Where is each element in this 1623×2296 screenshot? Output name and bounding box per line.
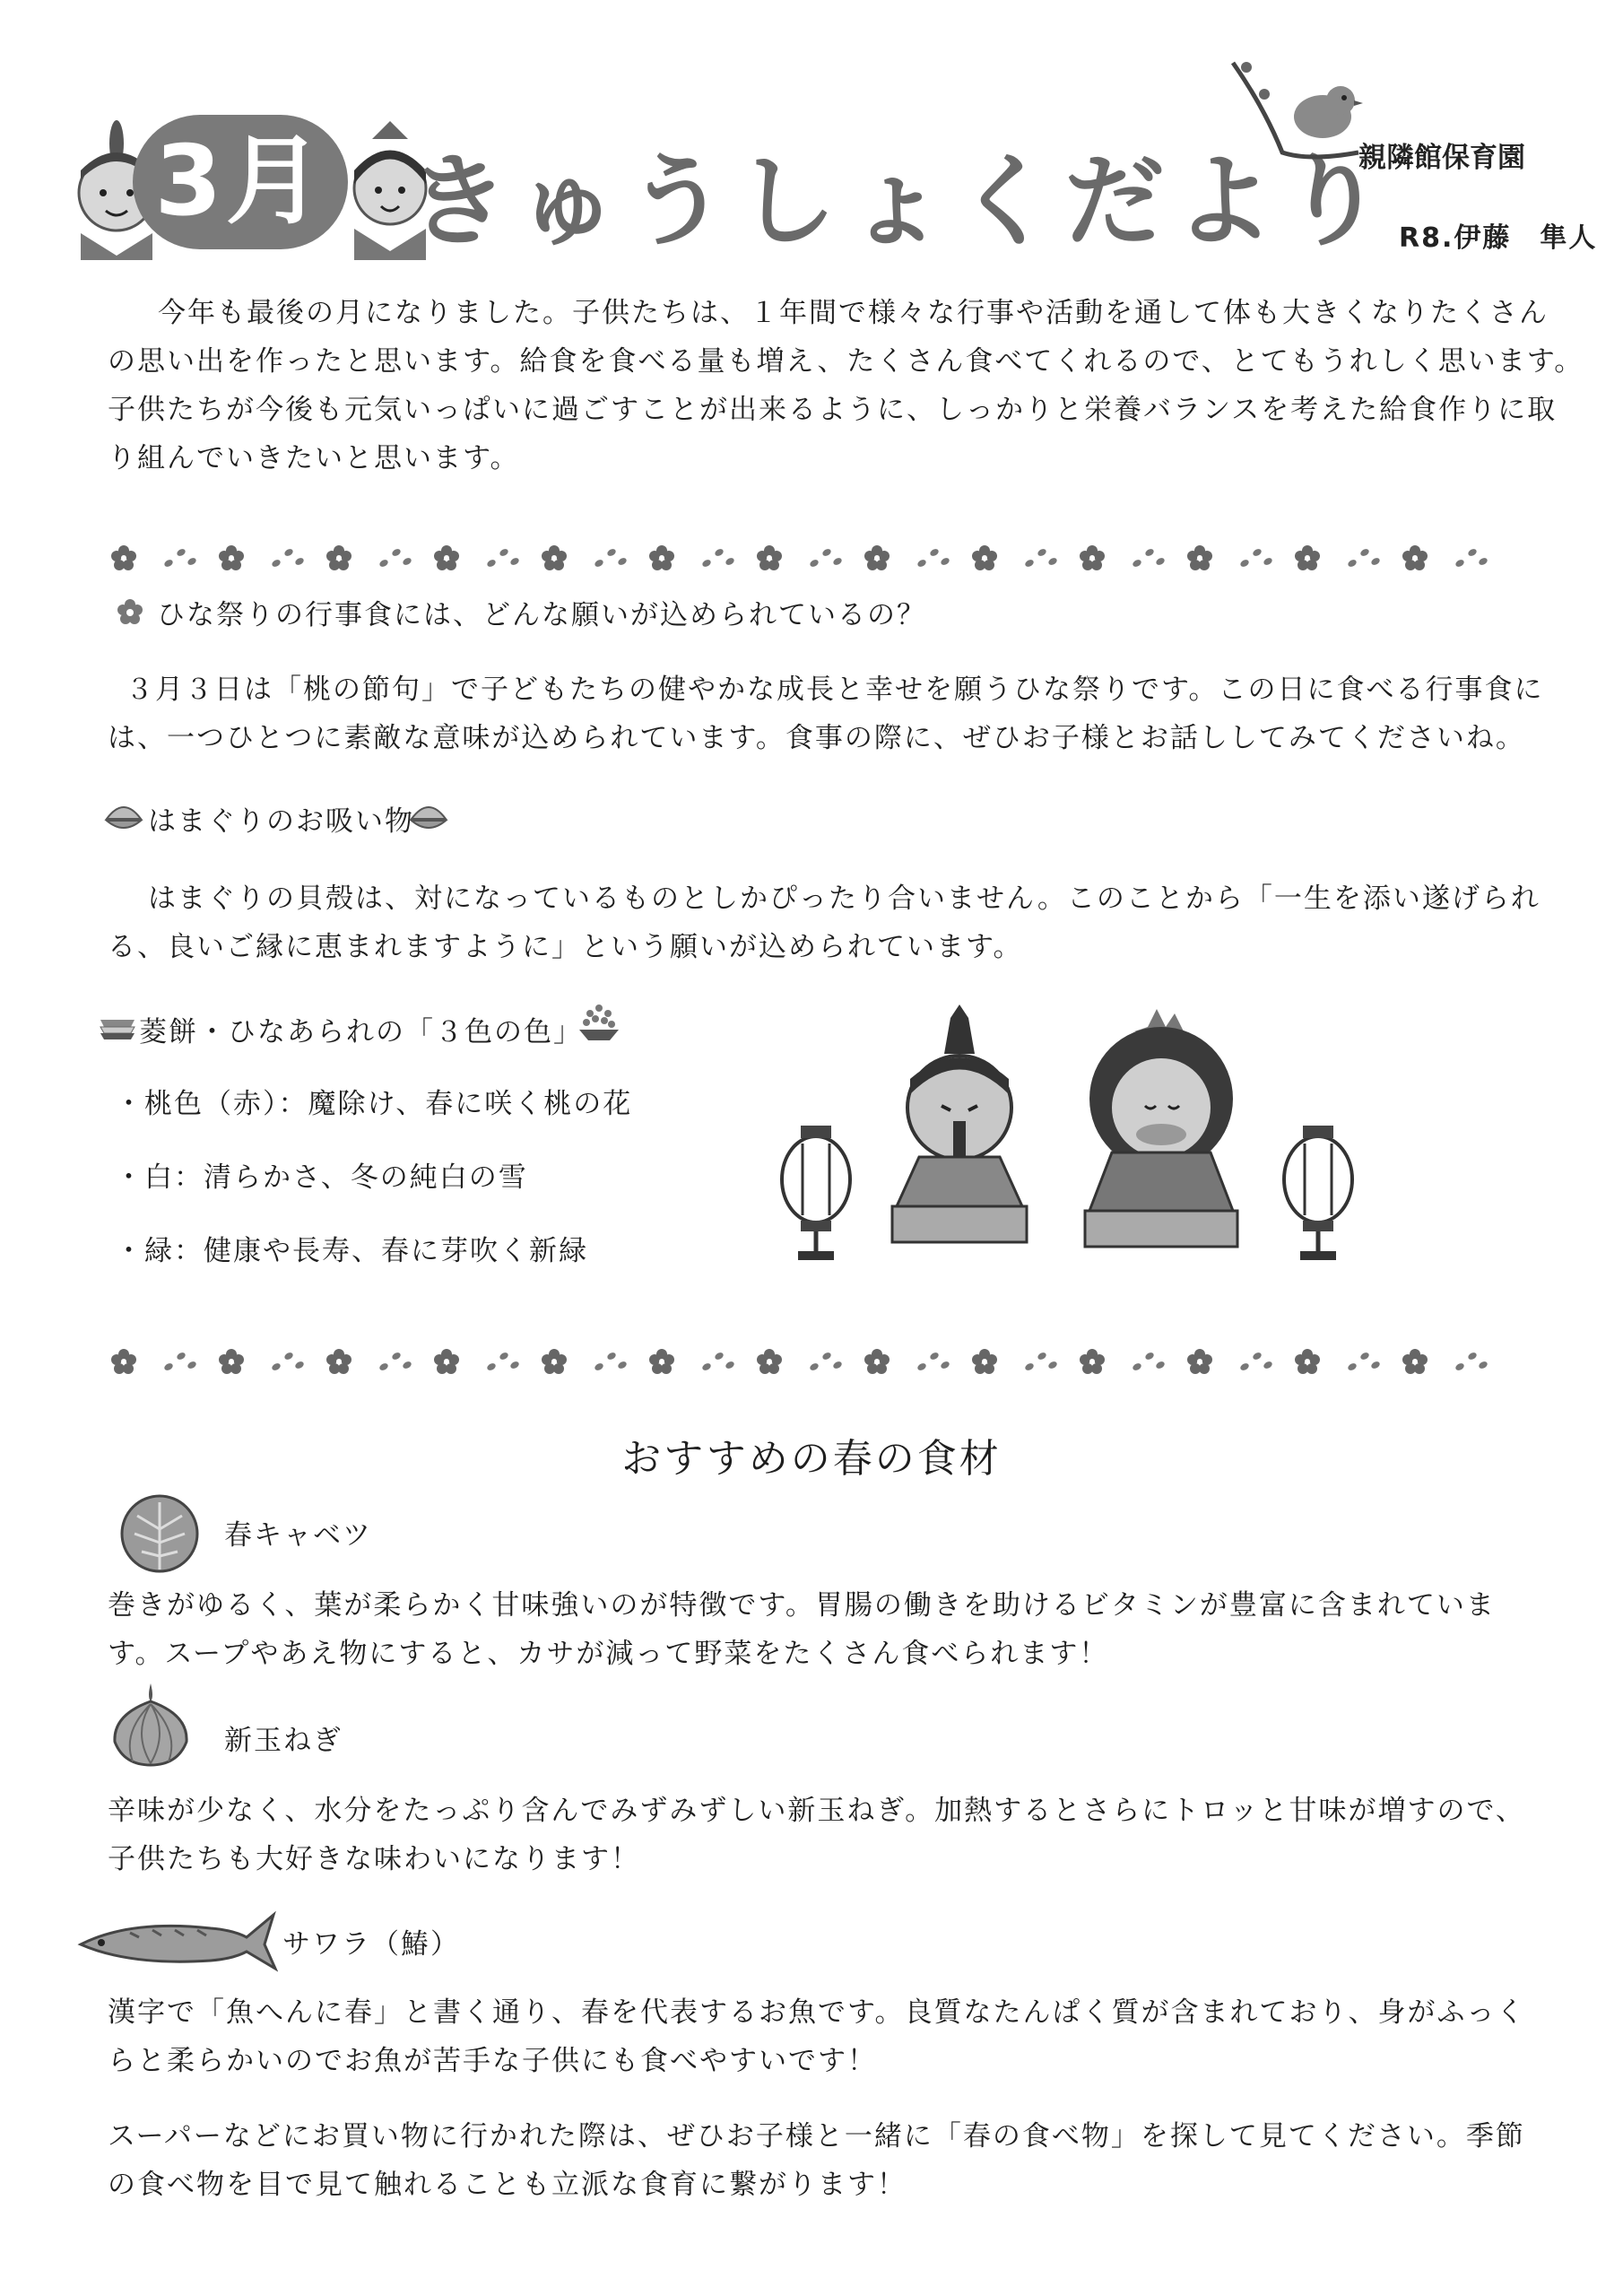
lantern-illustration (1284, 1126, 1352, 1260)
intro-paragraph (108, 289, 1584, 483)
divider-petal-icon (1454, 1361, 1465, 1371)
onion-paragraph (108, 1787, 1525, 1883)
hinamatsuri-line: ３月３日は「桃の節句」で子どもたちの健やかな成長と幸せを願うひな祭りです。この日に食べる行事食に (126, 674, 1544, 706)
sawara-line: らと柔らかいのでお魚が苦手な子供にも食べやすいです！ (108, 2045, 877, 2077)
divider-petal-icon (1370, 556, 1381, 566)
hinamatsuri-paragraph (108, 665, 1544, 762)
divider-petal-icon (725, 1360, 735, 1370)
divider-petal-icon (294, 556, 305, 566)
divider-flower-icon (542, 1349, 567, 1374)
divider-petal-icon (283, 547, 294, 557)
odairisama-doll (892, 1004, 1027, 1242)
lantern-illustration (782, 1126, 850, 1260)
divider-flower-icon (649, 545, 674, 570)
clam-icon (408, 794, 449, 835)
divider-petal-icon (176, 547, 187, 557)
divider-petal-icon (1239, 1361, 1250, 1371)
fish-icon (76, 1910, 278, 1973)
divider-petal-icon (1467, 547, 1478, 557)
divider-petal-icon (1037, 1351, 1047, 1361)
divider-petal-icon (1252, 1351, 1263, 1361)
newsletter-title: きゅうしょくだより (408, 144, 1393, 260)
divider-petal-icon (391, 547, 402, 557)
clam-paragraph (108, 874, 1541, 971)
divider-petal-icon (499, 547, 509, 557)
divider-petal-icon (1467, 1351, 1478, 1361)
divider-petal-icon (1359, 547, 1370, 557)
divider-petal-icon (1047, 556, 1058, 566)
hinamatsuri-question: ひな祭りの行事食には、どんな願いが込められているの？ (157, 599, 926, 631)
sawara-line: 漢字で「魚へんに春」と書く通り、春を代表するお魚です。良質なたんぱく質が含まれており、身がふっく (108, 1996, 1526, 2029)
intro-line: り組んでいきたいと思います。 (108, 442, 520, 474)
divider-petal-icon (1155, 1360, 1166, 1370)
clam-soup-title: はまぐりのお吸い物 (148, 805, 414, 838)
divider-flower-icon (111, 545, 136, 570)
hishimochi-title: 菱餅・ひなあられの「３色の色」 (139, 1016, 583, 1048)
divider-flower-icon (326, 545, 352, 570)
closing-paragraph (108, 2112, 1525, 2209)
divider-petal-icon (163, 558, 174, 568)
flower-icon (117, 598, 143, 625)
divider-petal-icon (187, 556, 197, 566)
clam-line: はまぐりの貝殻は、対になっているものとしかぴったり合いません。このことから「一生を添い遂げられ (148, 883, 1541, 915)
hina-arare-icon (574, 997, 624, 1048)
divider-flower-icon (434, 545, 459, 570)
divider-petal-icon (1454, 558, 1465, 568)
flower-divider (108, 1345, 1506, 1378)
divider-flower-icon (1080, 545, 1105, 570)
color-item: ・緑：健康や長寿、春に芽吹く新緑 (115, 1235, 588, 1267)
divider-flower-icon (864, 545, 890, 570)
divider-petal-icon (617, 556, 628, 566)
closing-line: の食べ物を目で見て触れることも立派な食育に繋がります！ (108, 2169, 907, 2201)
food-name-sawara: サワラ（鰆） (282, 1928, 460, 1961)
divider-petal-icon (499, 1351, 509, 1361)
divider-petal-icon (714, 1351, 725, 1361)
organization-name: 親隣館保育園 (1358, 142, 1525, 174)
divider-petal-icon (1132, 558, 1142, 568)
onion-line: 子供たちも大好きな味わいになります！ (108, 1843, 640, 1875)
author-name: R8.伊藤 隼人 (1399, 222, 1598, 254)
divider-petal-icon (606, 547, 617, 557)
divider-petal-icon (271, 1361, 282, 1371)
divider-petal-icon (1478, 556, 1488, 566)
hishimochi-icon (97, 1009, 138, 1045)
divider-petal-icon (1263, 556, 1273, 566)
divider-petal-icon (606, 1351, 617, 1361)
divider-flower-icon (219, 1349, 244, 1374)
divider-petal-icon (402, 1360, 412, 1370)
cabbage-paragraph (108, 1581, 1496, 1678)
divider-flower-icon (1295, 1349, 1320, 1374)
divider-flower-icon (1402, 1349, 1428, 1374)
hinamatsuri-line: は、一つひとつに素敵な意味が込められています。食事の際に、ぜひお子様とお話ししてみてくださいね。 (108, 722, 1525, 754)
color-item: ・桃色（赤）：魔除け、春に咲く桃の花 (115, 1088, 633, 1120)
divider-petal-icon (1144, 547, 1155, 557)
divider-petal-icon (1478, 1360, 1488, 1370)
clam-line: る、良いご縁に恵まれますように」という願いが込められています。 (108, 931, 1023, 963)
divider-petal-icon (594, 1361, 604, 1371)
divider-flower-icon (649, 1349, 674, 1374)
divider-petal-icon (1252, 547, 1263, 557)
hina-dolls-illustration (767, 1000, 1376, 1269)
divider-flower-icon (1187, 1349, 1212, 1374)
onion-line: 辛味が少なく、水分をたっぷり含んでみずみずしい新玉ねぎ。加熱するとさらにトロッと甘味が増すので、 (108, 1795, 1525, 1827)
divider-flower-icon (1080, 1349, 1105, 1374)
divider-petal-icon (809, 1361, 820, 1371)
divider-flower-icon (542, 545, 567, 570)
divider-petal-icon (1263, 1360, 1273, 1370)
divider-petal-icon (486, 1361, 497, 1371)
divider-petal-icon (1024, 558, 1035, 568)
color-item: ・白：清らかさ、冬の純白の雪 (115, 1161, 528, 1194)
food-name-onion: 新玉ねぎ (224, 1725, 343, 1757)
divider-petal-icon (402, 556, 412, 566)
intro-line: の思い出を作ったと思います。給食を食べる量も増え、たくさん食べてくれるので、とてもうれしく思います。 (108, 345, 1584, 378)
divider-petal-icon (1132, 1361, 1142, 1371)
divider-petal-icon (1144, 1351, 1155, 1361)
divider-petal-icon (1347, 1361, 1358, 1371)
divider-petal-icon (929, 1351, 940, 1361)
divider-flower-icon (219, 545, 244, 570)
divider-petal-icon (1024, 1361, 1035, 1371)
divider-petal-icon (916, 1361, 927, 1371)
divider-petal-icon (809, 558, 820, 568)
divider-petal-icon (701, 1361, 712, 1371)
divider-flower-icon (757, 1349, 782, 1374)
intro-line: 子供たちが今後も元気いっぱいに過ごすことが出来るように、しっかりと栄養バランスを考えた給食作りに取 (108, 394, 1558, 426)
divider-petal-icon (617, 1360, 628, 1370)
divider-petal-icon (1037, 547, 1047, 557)
onion-icon (106, 1679, 195, 1769)
bird-on-branch-illustration (1228, 54, 1363, 170)
flower-divider (108, 542, 1506, 574)
spring-foods-title: おすすめの春の食材 (621, 1436, 1002, 1482)
divider-petal-icon (832, 556, 843, 566)
clam-icon (103, 794, 144, 835)
divider-petal-icon (1047, 1360, 1058, 1370)
divider-flower-icon (1187, 545, 1212, 570)
divider-petal-icon (391, 1351, 402, 1361)
food-name-cabbage: 春キャベツ (224, 1519, 372, 1552)
divider-flower-icon (864, 1349, 890, 1374)
divider-petal-icon (378, 1361, 389, 1371)
divider-petal-icon (1359, 1351, 1370, 1361)
cabbage-line: 巻きがゆるく、葉が柔らかく甘味強いのが特徴です。胃腸の働きを助けるビタミンが豊富に含まれていま (108, 1589, 1496, 1622)
divider-petal-icon (1347, 558, 1358, 568)
sawara-paragraph (108, 1988, 1526, 2085)
divider-petal-icon (1155, 556, 1166, 566)
ohinasama-doll (1085, 1009, 1237, 1247)
divider-petal-icon (821, 547, 832, 557)
divider-petal-icon (378, 558, 389, 568)
divider-flower-icon (434, 1349, 459, 1374)
divider-flower-icon (111, 1349, 136, 1374)
divider-petal-icon (701, 558, 712, 568)
divider-petal-icon (294, 1360, 305, 1370)
intro-line: 今年も最後の月になりました。子供たちは、１年間で様々な行事や活動を通して体も大きくなりたくさん (158, 297, 1549, 329)
cabbage-line: す。スープやあえ物にすると、カサが減って野菜をたくさん食べられます！ (108, 1638, 1109, 1670)
divider-petal-icon (594, 558, 604, 568)
divider-petal-icon (1239, 558, 1250, 568)
divider-petal-icon (509, 556, 520, 566)
divider-petal-icon (271, 558, 282, 568)
divider-petal-icon (187, 1360, 197, 1370)
divider-petal-icon (714, 547, 725, 557)
divider-petal-icon (725, 556, 735, 566)
divider-petal-icon (832, 1360, 843, 1370)
divider-flower-icon (326, 1349, 352, 1374)
divider-flower-icon (1295, 545, 1320, 570)
divider-petal-icon (509, 1360, 520, 1370)
divider-flower-icon (1402, 545, 1428, 570)
cabbage-icon (115, 1493, 204, 1574)
divider-petal-icon (486, 558, 497, 568)
divider-petal-icon (283, 1351, 294, 1361)
divider-petal-icon (940, 1360, 950, 1370)
divider-petal-icon (176, 1351, 187, 1361)
divider-flower-icon (972, 545, 997, 570)
divider-petal-icon (821, 1351, 832, 1361)
divider-flower-icon (757, 545, 782, 570)
divider-petal-icon (1370, 1360, 1381, 1370)
divider-petal-icon (929, 547, 940, 557)
divider-petal-icon (163, 1361, 174, 1371)
divider-petal-icon (916, 558, 927, 568)
divider-petal-icon (940, 556, 950, 566)
divider-flower-icon (972, 1349, 997, 1374)
closing-line: スーパーなどにお買い物に行かれた際は、ぜひお子様と一緒に「春の食べ物」を探して見てください。季節 (108, 2120, 1525, 2152)
month-badge: 3月 (133, 115, 348, 249)
